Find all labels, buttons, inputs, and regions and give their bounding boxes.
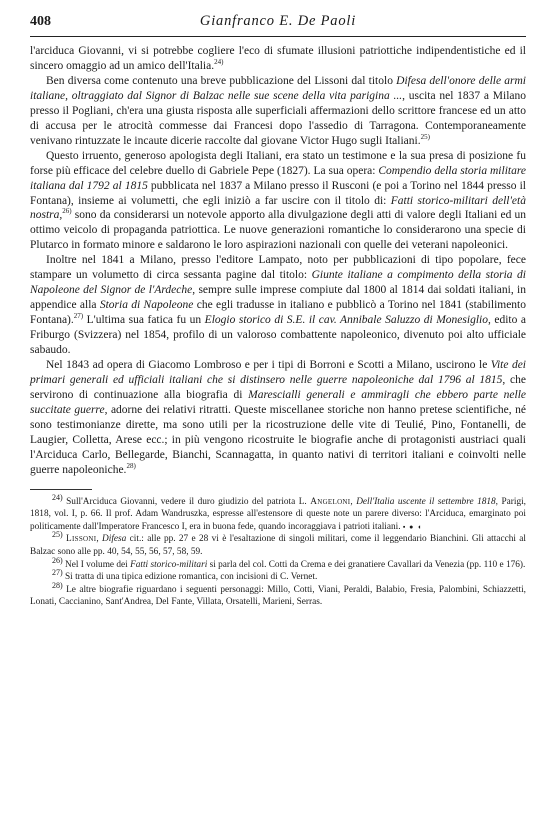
paragraph xyxy=(30,358,526,478)
footnote xyxy=(30,580,526,609)
text-run: L'ultima sua fatica fu un xyxy=(83,314,205,327)
text-run: Nel 1843 ad opera di Giacomo Lombroso e per i tipi di Borroni e Scotti a Milano, uscirono le xyxy=(46,359,491,372)
italic-title: Vite dei primari generali ed ufficiali italiani che si distinsero nelle guerre napoleoniche dal 1796 al 1815 xyxy=(30,359,527,386)
text-run: che egli tradusse in italiano e pubblicò a Torino nel 1841 (stabilimento Fontana). xyxy=(30,299,527,327)
footnote-number: 26) xyxy=(52,555,63,565)
text-run: sono da considerarsi un notevole apporto alla divulgazione degli atti di valore degli Italiani ed un ottimo veicolo di propaganda patriottica. Le nuove generazioni romantiche lo considerarono una specie di Plutarco in formato minore e saldarono le loro aspirazioni nazionali con quelle dei veterani napoleonici. xyxy=(30,209,526,252)
text-run: , xyxy=(350,496,357,507)
page-number: 408 xyxy=(30,14,51,29)
footnote xyxy=(30,555,526,572)
italic-title: Fatti storico-militari dell'età nostra, xyxy=(30,194,526,222)
footnote xyxy=(30,492,526,534)
italic-title: Giunte italiane a compimento della storia di Napoleone del Signor de l'Ardeche xyxy=(30,269,526,297)
text-run: Le altre biografie riguardano i seguenti personaggi: Millo, Cotti, Viani, Peraldi, Balabio, Fresia, Palombini, Schiazzetti, Lonati, Caccianino, Sant'Andrea, Del Fante, Villata, Orsatelli, Marieni, Serras. xyxy=(30,584,526,608)
footnote-ref: 25) xyxy=(420,132,430,141)
paragraph xyxy=(30,44,526,74)
italic-title: Marescialli generali e ammiragli che ebbero parte nelle succitate guerre xyxy=(30,388,527,416)
text-run: , xyxy=(96,534,103,545)
text-run: , sempre sulle imprese compiute dal 1800 al 1814 dai soldati italiani, in appendice alla xyxy=(30,284,526,312)
footnote-ref: 26) xyxy=(62,207,72,216)
text-run: , adorne dei relativi ritratti. Queste miscellanee storiche non hanno pretese scientifiche, né sono testimonianze dirette, ma sono utili per la ricostruzione delle vite di Teulié, Pino, Fontanelli, de Laugier, Colletta, Arese ecc.; in più vengono ricostruite le biografie anche di protagonisti austriaci quali l'Arciduca Carlo, Bellegarde, Bianchi, Scannagatta, in quanto nativi di territori italiani e coinvolti nelle guerre napoleoniche. xyxy=(30,403,526,476)
footnote-rule xyxy=(30,489,92,490)
text-run: , edito a Friburgo (Svizzera) nel 1854, profilo di un valoroso combattente napoleonico, divenuto poi alto ufficiale sabaudo. xyxy=(30,314,526,357)
text-run: Questo irruento, generoso apologista degli Italiani, era stato un testimone e la sua presa di posizione fu forse più efficace del celebre duello di Gabriele Pepe (1827). La sua opera: xyxy=(30,149,526,177)
text-run: Sull'Arciduca Giovanni, vedere il duro giudizio del patriota L. xyxy=(66,496,311,507)
footnote-number: 28) xyxy=(52,580,63,590)
text-run: , Parigi, 1818, vol. I, p. 66. Il prof. Adam Wandruszka, espresse all'estensore di queste note un parere diverso: l'Arciduca, emarginato poi politicamente dall'Imperatore Francesco I, era in buona fede, quando incoraggiava i patrioti italiani. xyxy=(30,496,526,532)
text-run: , che servirono di continuazione alla biografia di xyxy=(30,373,526,401)
body-text xyxy=(30,44,526,478)
footnote-ref: 24) xyxy=(214,58,224,67)
printer-mark: ▪ ● ◖ xyxy=(402,522,423,531)
page-header xyxy=(30,13,526,37)
italic-title: Dell'Italia uscente il settembre 1818 xyxy=(356,496,496,507)
footnote-number: 27) xyxy=(52,568,63,578)
text-run: Inoltre nel 1841 a Milano, presso l'editore Lampato, noto per pubblicazioni di tipo popolare, fece stampare un volumetto di circa sessanta pagine dal titolo: xyxy=(30,254,526,282)
paragraph xyxy=(30,149,526,254)
author-name: Angeloni xyxy=(310,496,351,507)
italic-title: Compendio della storia militare italiana dal 1792 al 1815 xyxy=(30,164,526,192)
italic-title: Elogio storico di S.E. il cav. Annibale Saluzzo di Monesiglio xyxy=(204,314,488,327)
text-run: pubblicata nel 1837 a Milano presso il Rusconi (e poi a Torino nel 1844 presso il Fontana), insieme ai volumetti, che egli iniziò a far uscire con il titolo di: xyxy=(30,179,527,207)
footnotes xyxy=(30,492,526,609)
running-head: Gianfranco E. De Paoli xyxy=(199,13,357,29)
text-run: si parla del col. Cotti da Crema e dei granatiere Cavallari da Venezia (pp. 110 e 176). xyxy=(207,559,526,570)
footnote-number: 25) xyxy=(52,530,63,540)
italic-title: Difesa xyxy=(102,534,127,545)
text-run: Si tratta di una tipica edizione romantica, con incisioni di C. Vernet. xyxy=(65,572,318,583)
footnote-number: 24) xyxy=(52,492,63,502)
footnote xyxy=(30,530,526,558)
text-run: , uscita nel 1837 a Milano presso il Pogliani, ch'era una giusta risposta alle superficiali affermazioni dello scrittore francese ed un atto di accusa per le atrocità commesse dai Francesi dopo l'assedio di Tarragona. Contemporaneamente venivano rintuzzate le incaute dicerie raccolte dal giovane Victor Hugo sugli Italiani. xyxy=(30,89,526,147)
text-run: cit.: alle pp. 27 e 28 vi è l'esaltazione di singoli militari, come il leggendario Bianchini. Gli attacchi al Balzac sono alle pp. 40, 54, 55, 56, 57, 58, 59. xyxy=(30,534,526,558)
italic-title: Difesa dell'onore delle armi italiane, oltraggiato dal Signor di Balzac nelle sue scene della vita parigina ... xyxy=(30,74,527,102)
paragraph xyxy=(30,74,526,149)
text-run: Nel I volume dei xyxy=(65,559,131,570)
italic-title: Storia di Napoleone xyxy=(99,299,194,312)
italic-title: Fatti storico-militari xyxy=(130,559,208,570)
footnote-ref: 27) xyxy=(73,312,84,321)
text-run: l'arciduca Giovanni, vi si potrebbe cogliere l'eco di sfumate illusioni patriottiche indipendentistiche ed il sincero omaggio ad un amico dell'Italia. xyxy=(30,45,526,72)
author-name: Lissoni xyxy=(66,534,97,545)
footnote-ref: 28) xyxy=(126,461,136,470)
paragraph xyxy=(30,253,526,358)
text-run: Ben diversa come contenuto una breve pubblicazione del Lissoni dal titolo xyxy=(46,74,397,87)
footnote xyxy=(30,568,526,584)
